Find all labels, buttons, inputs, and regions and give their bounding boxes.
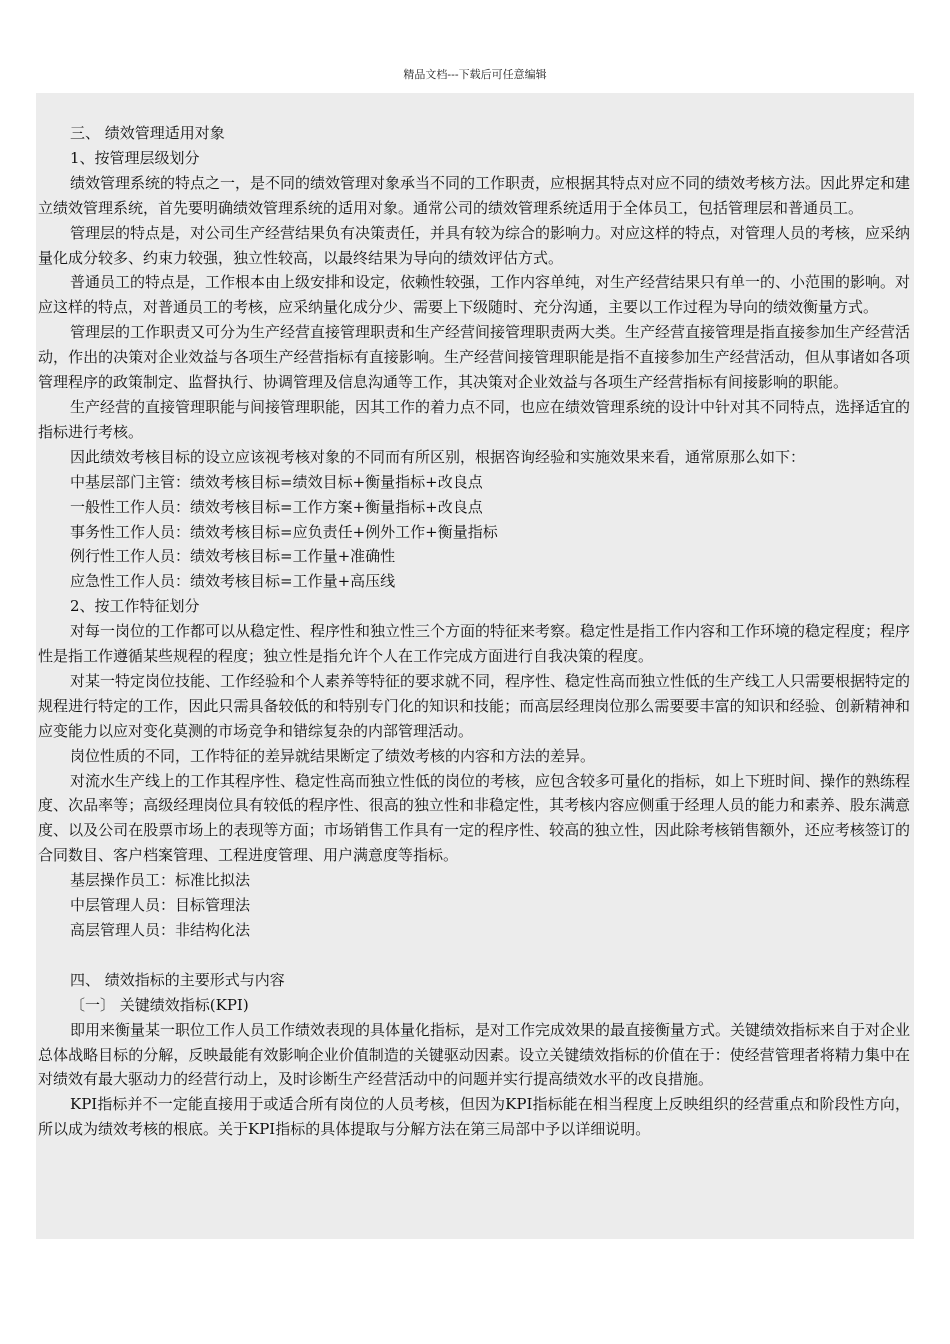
paragraph: KPI指标并不一定能直接用于或适合所有岗位的人员考核，但因为KPI指标能在相当程度上反映组织的经营重点和阶段性方向，所以成为绩效考核的根底。关于KPI指标的具体提取与分解方法在第三局部中予以详细说明。 bbox=[38, 1095, 910, 1139]
blank-line bbox=[38, 943, 910, 968]
heading-line: 1、按管理层级划分 bbox=[70, 148, 200, 167]
heading-line: 应急性工作人员：绩效考核目标=工作量+高压线 bbox=[70, 572, 396, 591]
paragraph: 生产经营的直接管理职能与间接管理职能，因其工作的着力点不同，也应在绩效管理系统的设计中针对其不同特点，选择适宜的指标进行考核。 bbox=[38, 397, 911, 441]
paragraph: 因此绩效考核目标的设立应该视考核对象的不同而有所区别，根据咨询经验和实施效果来看，通常原那么如下： bbox=[70, 447, 806, 466]
paragraph: 管理层的特点是，对公司生产经营结果负有决策责任，并具有较为综合的影响力。对应这样的特点，对管理人员的考核，应采纳量化成分较多、约束力较强，独立性较高，以最终结果为导向的绩效评估方式。 bbox=[38, 223, 911, 267]
paragraph: 对每一岗位的工作都可以从稳定性、程序性和独立性三个方面的特征来考察。稳定性是指工作内容和工作环境的稳定程度；程序性是指工作遵循某些规程的程度；独立性是指允许个人在工作完成方面进行自我决策的程度。 bbox=[38, 622, 911, 666]
paragraph: 对流水生产线上的工作其程序性、稳定性高而独立性低的岗位的考核，应包含较多可量化的指标，如上下班时间、操作的熟练程度、次品率等；高级经理岗位具有较低的程序性、很高的独立性和非稳定性，其考核内容应侧重于经理人员的能力和素养、股东满意度、以及公司在股票市场上的表现等方面；市场销售工作具有一定的程序性、较高的独立性，因此除考核销售额外，还应考核签订的合同数目、客户档案管理、工程进度管理、用户满意度等指标。 bbox=[38, 771, 911, 865]
heading-line: 三、 绩效管理适用对象 bbox=[70, 124, 225, 142]
paragraph: 对某一特定岗位技能、工作经验和个人素养等特征的要求就不同，程序性、稳定性高而独立性低的生产线工人只需要根据特定的规程进行特定的工作，因此只需具备较低的和特别专门化的知识和技能；而高层经理岗位那么需要要丰富的知识和经验、创新精神和应变能力以应对变化莫测的市场竞争和错综复杂的内部管理活动。 bbox=[38, 671, 911, 740]
heading-line: 〔一〕 关键绩效指标(KPI) bbox=[70, 995, 249, 1014]
heading-line: 中层管理人员：目标管理法 bbox=[70, 896, 251, 915]
paragraph: 管理层的工作职责又可分为生产经营直接管理职责和生产经营间接管理职责两大类。生产经营直接管理是指直接参加生产经营活动，作出的决策对企业效益与各项生产经营指标有直接影响。生产经营间接管理职能是指不直接参加生产经营活动，但从事诸如各项管理程序的政策制定、监督执行、协调管理及信息沟通等工作，其决策对企业效益与各项生产经营指标有间接影响的职能。 bbox=[38, 323, 911, 392]
document-page bbox=[36, 93, 914, 1239]
paragraph: 即用来衡量某一职位工作人员工作绩效表现的具体量化指标，是对工作完成效果的最直接衡量方式。关键绩效指标来自于对企业总体战略目标的分解，反映最能有效影响企业价值制造的关键驱动因素。设立关键绩效指标的价值在于：使经营管理者将精力集中在对绩效有最大驱动力的经营行动上，及时诊断生产经营活动中的问题并实行提高绩效水平的改良措施。 bbox=[38, 1020, 911, 1089]
paragraph: 岗位性质的不同，工作特征的差异就结果断定了绩效考核的内容和方法的差异。 bbox=[70, 746, 596, 765]
paragraph: 普通员工的特点是，工作根本由上级安排和设定，依赖性较强，工作内容单纯，对生产经营结果只有单一的、小范围的影响。对应这样的特点，对普通员工的考核，应采纳量化成分少、需要上下级随时、充分沟通，主要以工作过程为导向的绩效衡量方式。 bbox=[38, 273, 911, 317]
page-header: 精品文档---下载后可任意编辑 bbox=[403, 68, 547, 81]
paragraph: 绩效管理系统的特点之一，是不同的绩效管理对象承当不同的工作职责，应根据其特点对应不同的绩效考核方法。因此界定和建立绩效管理系统，首先要明确绩效管理系统的适用对象。通常公司的绩效管理系统适用于全体员工，包括管理层和普通员工。 bbox=[38, 173, 911, 217]
heading-line: 一般性工作人员：绩效考核目标=工作方案+衡量指标+改良点 bbox=[70, 497, 483, 516]
heading-line: 中基层部门主管：绩效考核目标=绩效目标+衡量指标+改良点 bbox=[70, 472, 483, 491]
document-body bbox=[38, 121, 910, 1142]
heading-line: 例行性工作人员：绩效考核目标=工作量+准确性 bbox=[70, 547, 396, 566]
heading-line: 高层管理人员：非结构化法 bbox=[70, 921, 251, 939]
heading-line: 基层操作员工：标准比拟法 bbox=[70, 871, 251, 890]
heading-line: 事务性工作人员：绩效考核目标=应负责任+例外工作+衡量指标 bbox=[70, 522, 498, 541]
heading-line: 2、按工作特征划分 bbox=[70, 597, 200, 616]
heading-line: 四、 绩效指标的主要形式与内容 bbox=[70, 970, 285, 989]
